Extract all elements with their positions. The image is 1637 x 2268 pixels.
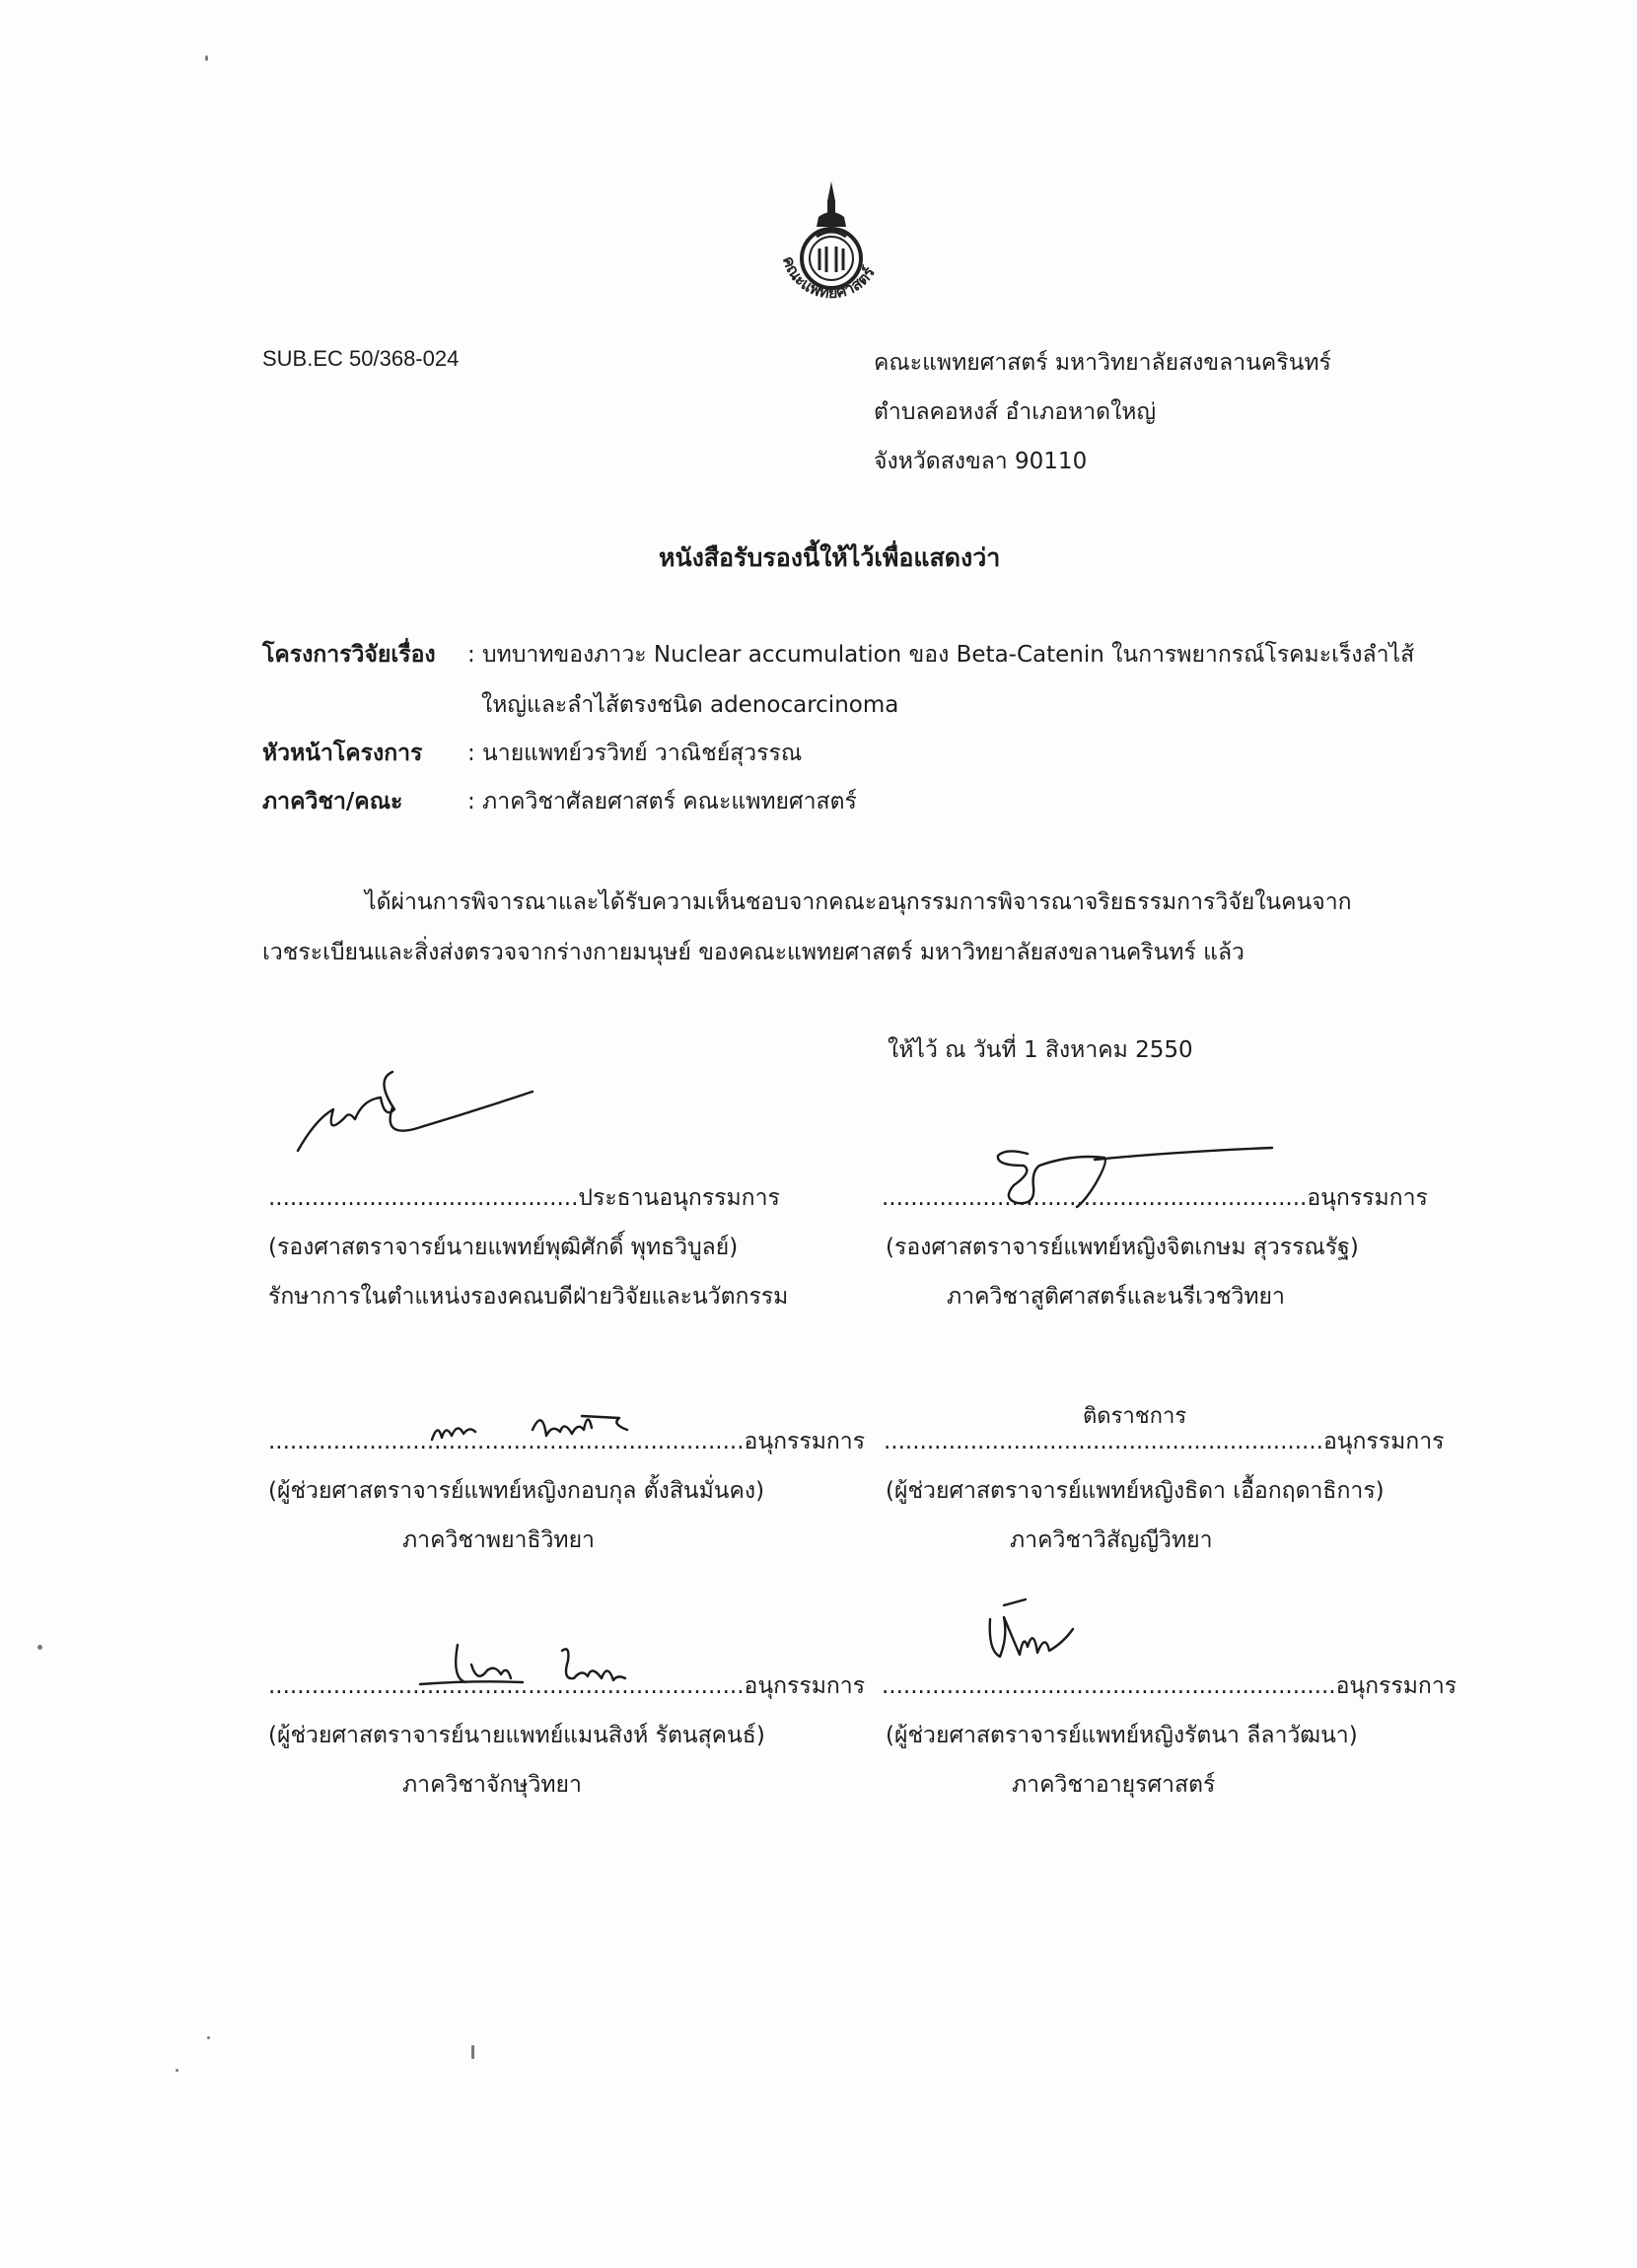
signature-line-chairman: ...........................................ประธานอนุกรรมการ bbox=[268, 1185, 780, 1211]
leader-value: : นายแพทย์วรวิทย์ วาณิชย์สุวรรณ bbox=[467, 741, 803, 766]
signatory-name-member-3: (ผู้ช่วยศาสตราจารย์แพทย์หญิงธิดา เอื้อกฤดาธิการ) bbox=[886, 1478, 1385, 1504]
project-title-line-1: : บทบาทของภาวะ Nuclear accumulation ของ Beta-Catenin ในการพยากรณ์โรคมะเร็งลำไส้ bbox=[467, 642, 1415, 668]
signature-line-member-3: .............................................................อนุกรรมการ bbox=[884, 1429, 1445, 1454]
signatory-position-chairman: รักษาการในตำแหน่งรองคณบดีฝ่ายวิจัยและนวัตกรรม bbox=[268, 1284, 789, 1310]
address-line-1: คณะแพทยศาสตร์ มหาวิทยาลัยสงขลานครินทร์ bbox=[874, 350, 1331, 376]
signatory-name-member-4: (ผู้ช่วยศาสตราจารย์นายแพทย์แมนสิงห์ รัตนสุคนธ์) bbox=[268, 1723, 765, 1748]
leader-label: หัวหน้าโครงการ bbox=[262, 741, 423, 766]
signatory-position-member-3: ภาควิชาวิสัญญีวิทยา bbox=[1010, 1527, 1213, 1553]
scan-speck bbox=[471, 2045, 474, 2059]
signature-member-5 bbox=[978, 1597, 1097, 1676]
signature-chairman bbox=[286, 1060, 542, 1159]
department-label: ภาควิชา/คณะ bbox=[262, 789, 403, 815]
reference-number: SUB.EC 50/368-024 bbox=[262, 346, 460, 371]
signature-line-member-5: ...............................................................อนุกรรมการ bbox=[882, 1673, 1458, 1699]
scan-speck bbox=[176, 2069, 178, 2072]
seal-text: คณะแพทยศาสตร์ bbox=[778, 253, 879, 303]
handwritten-note-away: ติดราชการ bbox=[1083, 1404, 1187, 1429]
signatory-position-member-1: ภาควิชาสูติศาสตร์และนรีเวชวิทยา bbox=[947, 1284, 1285, 1310]
issue-date: ให้ไว้ ณ วันที่ 1 สิงหาคม 2550 bbox=[888, 1037, 1193, 1063]
address-line-2: ตำบลคอหงส์ อำเภอหาดใหญ่ bbox=[874, 399, 1157, 425]
scan-speck bbox=[207, 2036, 210, 2039]
scan-speck bbox=[205, 55, 208, 61]
certificate-title: หนังสือรับรองนี้ให้ไว้เพื่อแสดงว่า bbox=[659, 543, 1001, 572]
signatory-position-member-2: ภาควิชาพยาธิวิทยา bbox=[402, 1527, 595, 1553]
project-label: โครงการวิจัยเรื่อง bbox=[262, 642, 436, 668]
scan-speck bbox=[37, 1645, 42, 1650]
signatory-position-member-4: ภาควิชาจักษุวิทยา bbox=[402, 1772, 582, 1798]
signatory-name-member-5: (ผู้ช่วยศาสตราจารย์แพทย์หญิงรัตนา ลีลาวัฒนา) bbox=[886, 1723, 1358, 1748]
svg-text:คณะแพทยศาสตร์ bbox=[779, 254, 879, 303]
faculty-seal-icon bbox=[757, 177, 905, 325]
signatory-name-member-2: (ผู้ช่วยศาสตราจารย์แพทย์หญิงกอบกุล ตั้งสินมั่นคง) bbox=[268, 1478, 765, 1504]
signature-line-member-4: ..................................................................อนุกรรมการ bbox=[268, 1673, 866, 1699]
signature-line-member-2: ..................................................................อนุกรรมการ bbox=[268, 1429, 866, 1454]
faculty-seal bbox=[757, 177, 905, 325]
project-title-line-2: ใหญ่และลำไส้ตรงชนิด adenocarcinoma bbox=[481, 692, 899, 718]
signatory-name-chairman: (รองศาสตราจารย์นายแพทย์พุฒิศักดิ์ พุทธวิบูลย์) bbox=[268, 1235, 739, 1260]
signature-line-member-1: ...........................................................อนุกรรมการ bbox=[882, 1185, 1428, 1211]
signatory-position-member-5: ภาควิชาอายุรศาสตร์ bbox=[1012, 1772, 1216, 1798]
signatory-name-member-1: (รองศาสตราจารย์แพทย์หญิงจิตเกษม สุวรรณรัฐ) bbox=[886, 1235, 1359, 1260]
approval-text-line-2: เวชระเบียนและสิ่งส่งตรวจจากร่างกายมนุษย์ ของคณะแพทยศาสตร์ มหาวิทยาลัยสงขลานครินทร์ แล้ว bbox=[262, 940, 1245, 965]
address-line-3: จังหวัดสงขลา 90110 bbox=[874, 449, 1088, 474]
department-value: : ภาควิชาศัลยศาสตร์ คณะแพทยศาสตร์ bbox=[467, 789, 857, 815]
approval-text-line-1: ได้ผ่านการพิจารณาและได้รับความเห็นชอบจากคณะอนุกรรมการพิจารณาจริยธรรมการวิจัยในคนจาก bbox=[365, 889, 1352, 915]
